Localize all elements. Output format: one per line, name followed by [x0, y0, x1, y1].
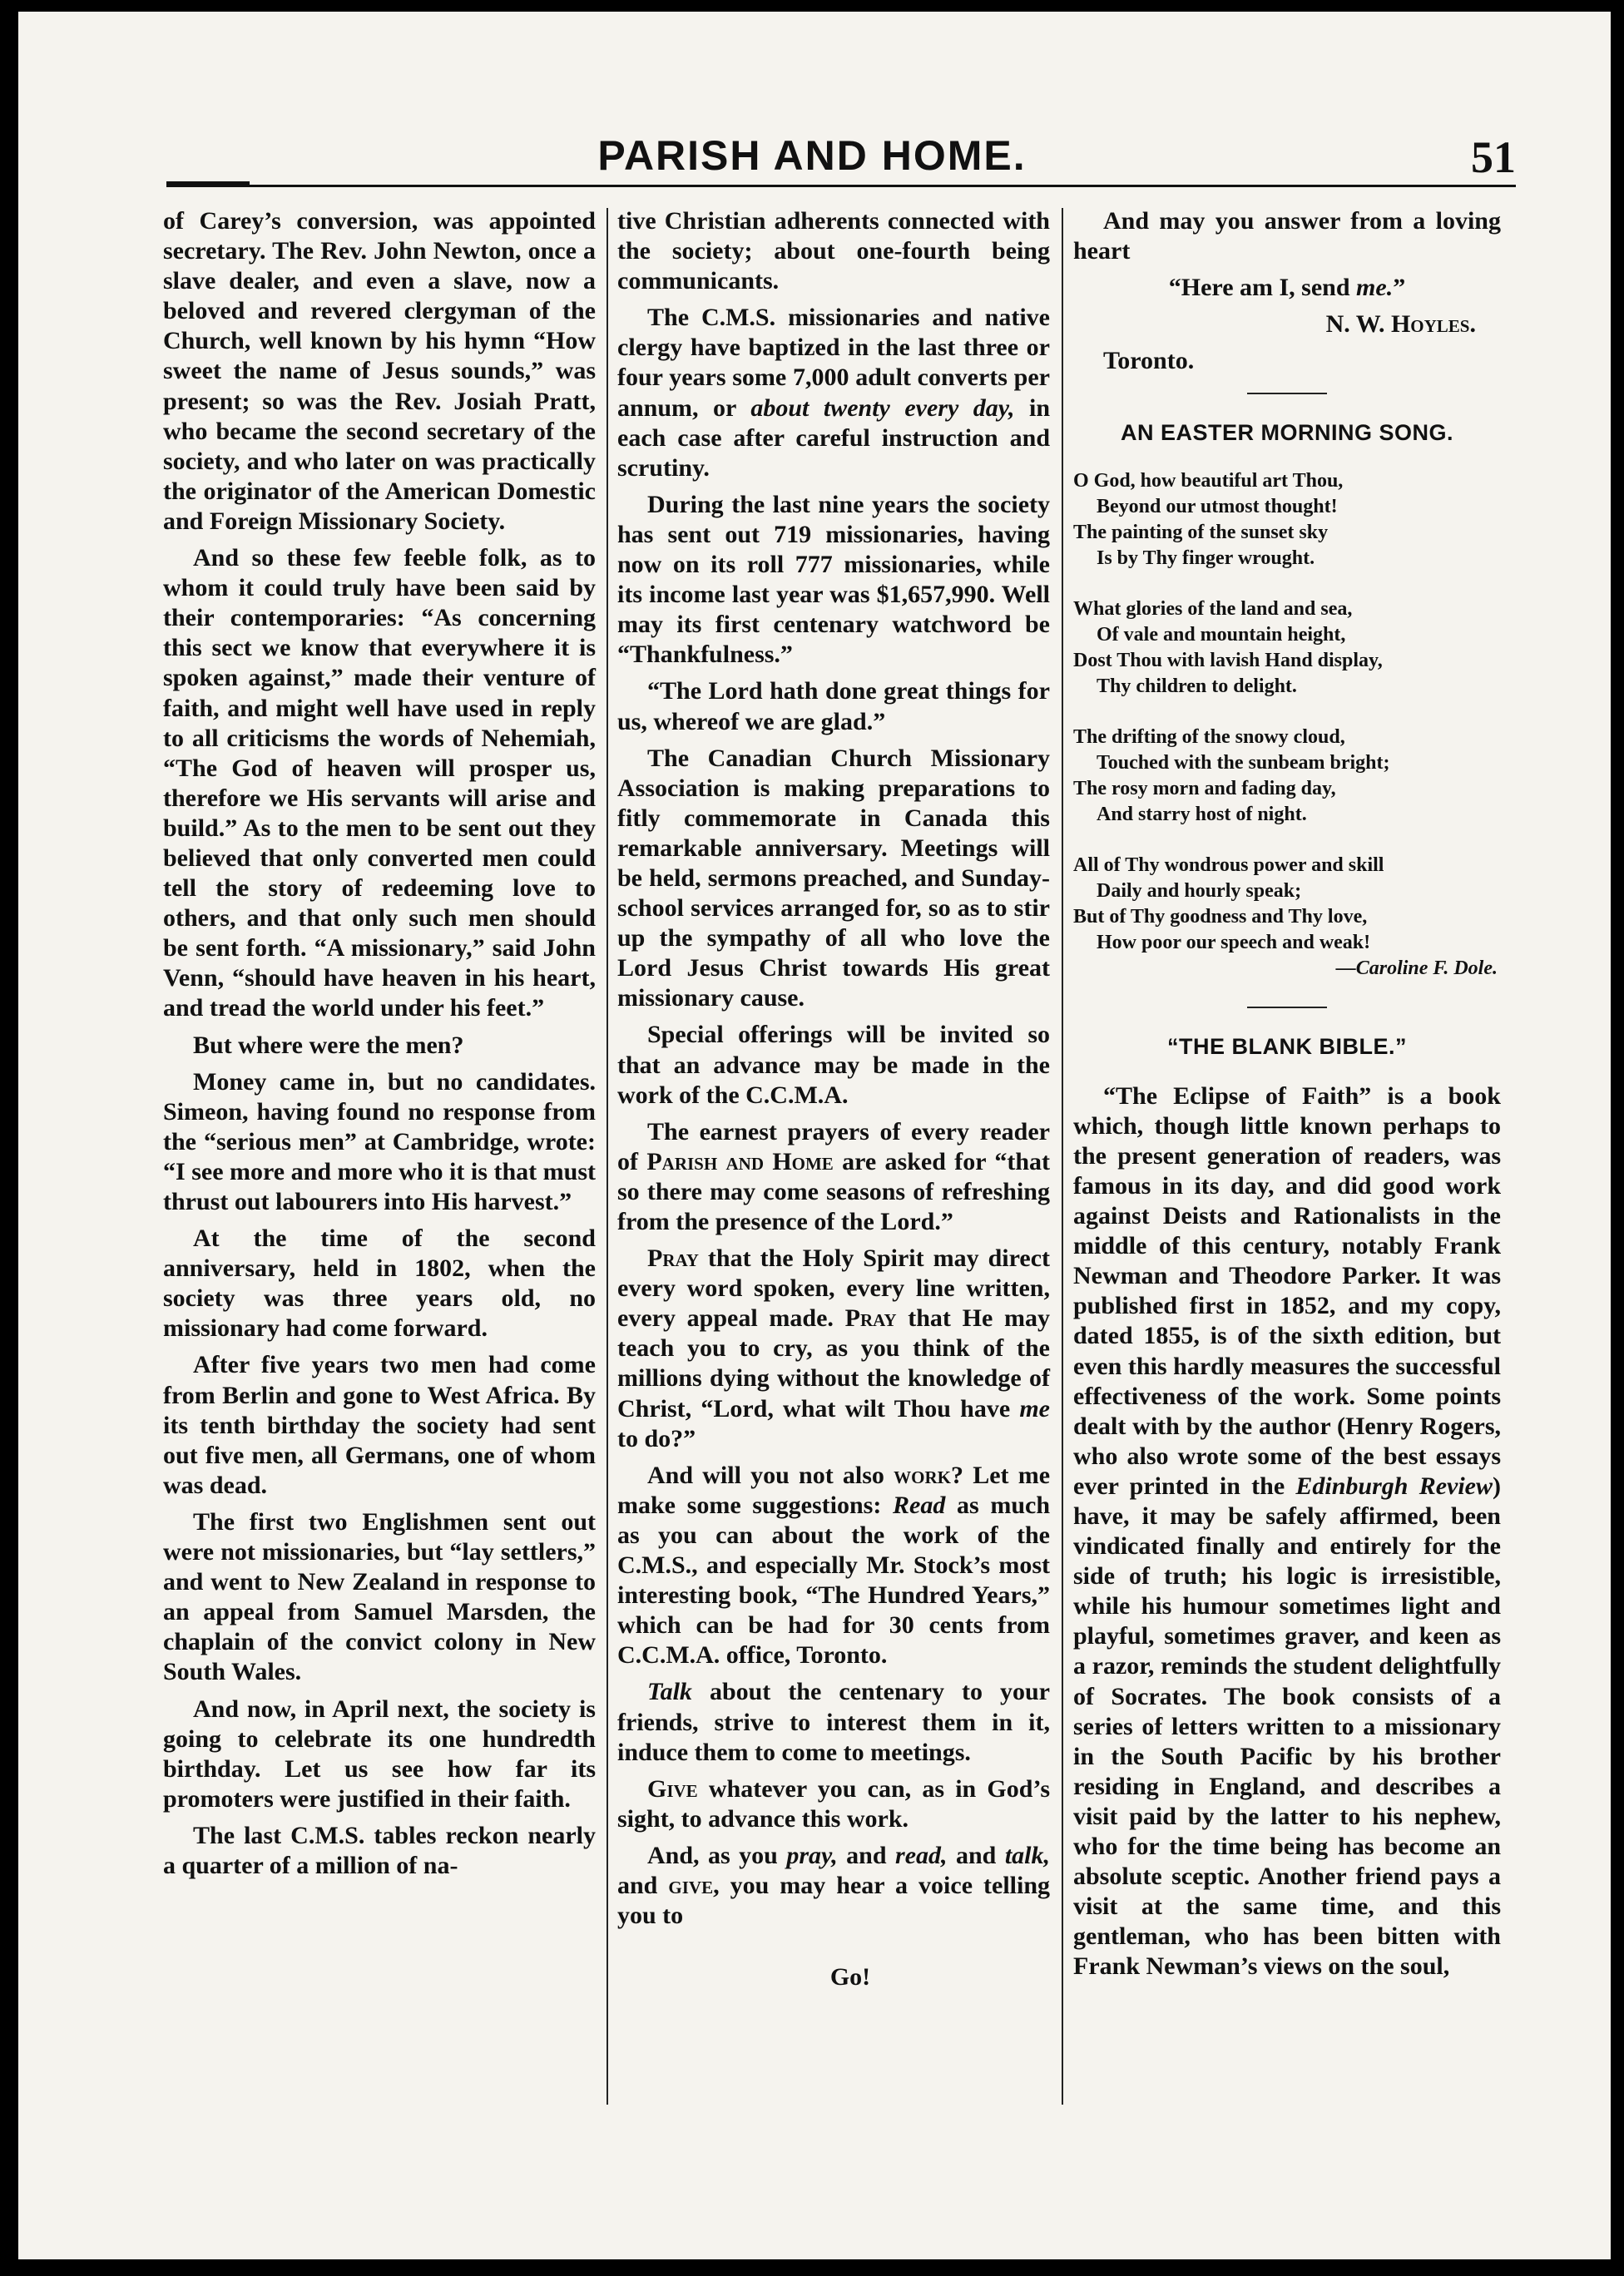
text-run: as much as you can about the work of the C.M.S., and especially Mr. Stock’s most interesting book, “The Hundred Years,” which can be had for 30 cents from C.C.M.A. office, Toronto.: [617, 1491, 1051, 1670]
poem-stanza: [1073, 596, 1501, 700]
small-caps: Pray: [647, 1244, 699, 1273]
poem-author: —Caroline F. Dole.: [1335, 957, 1498, 979]
scan-border-bottom: [0, 2259, 1624, 2276]
poem-line: Dost Thou with lavish Hand display,: [1073, 649, 1383, 671]
quote-line: [1073, 273, 1501, 303]
poem-line: The painting of the sunset sky: [1073, 521, 1329, 543]
emphasis: about twenty every day,: [750, 393, 1015, 422]
scan-border-left: [0, 0, 18, 2276]
paragraph: The last C.M.S. tables reckon nearly a quarter of a million of na-: [163, 1821, 596, 1879]
small-caps: Give: [647, 1774, 698, 1803]
paragraph: [617, 1774, 1050, 1834]
text-run: in each case after careful instruction and scrutiny.: [617, 393, 1051, 482]
poem-title: AN EASTER MORNING SONG.: [1120, 420, 1454, 446]
poem-line: But of Thy goodness and Thy love,: [1073, 905, 1368, 928]
text-run: ) have, it may be safely affirmed, been vindicated finally and entirely for the side of truth; his logic is irresistible, while his humour sometimes light and playful, sometimes graver, and keen as a razor, reminds the student delightfully of Socrates. The book consists of a series of letters written to a missionary in the South Pacific by his brother residing in England, and describes a visit paid by the latter to his nephew, who for the time being has become an absolute sceptic. Another friend pays a visit at the same time, and this gentleman, who has been bitten with Frank Newman’s views on the soul,: [1073, 1472, 1502, 1981]
text-run: And will you not also: [647, 1461, 884, 1489]
text-run: are asked for “that so there may come seasons of refreshing from the presence of the Lord.”: [617, 1147, 1050, 1235]
paragraph: tive Christian adherents connected with the society; about one-fourth being communicants.: [617, 207, 1050, 295]
emphasis: me.: [1356, 274, 1394, 302]
paragraph: And may you answer from a loving heart: [1073, 207, 1501, 265]
paragraph: But where were the men?: [193, 1031, 464, 1059]
paragraph: After five years two men had come from Berlin and gone to West Africa. By its tenth birthday the society had sent out five men, all Germans, one of whom was dead.: [163, 1351, 596, 1499]
text-run: ”: [1393, 274, 1406, 302]
section-rule: [1247, 393, 1327, 394]
poem-line: Thy children to delight.: [1097, 675, 1297, 697]
text-run: and: [846, 1841, 887, 1869]
signature: N. W. Hoyles.: [1325, 310, 1476, 339]
emphasis: me: [1019, 1394, 1050, 1422]
text-run: Let me make some suggestions:: [617, 1461, 1051, 1519]
column-separator: [1062, 208, 1063, 2105]
paragraph: And now, in April next, the society is going to celebrate its one hundredth birthday. Let us see how far its promoters were justified in their faith.: [163, 1695, 596, 1813]
text-run: And, as you: [647, 1841, 778, 1869]
paragraph: [617, 1244, 1050, 1454]
text-run: that the Holy Spirit may direct every word spoken, every line written, every appeal made.: [617, 1244, 1051, 1333]
paragraph: The first two Englishmen sent out were not missionaries, but “lay settlers,” and went to New Zealand in response to an appeal from Samuel Marsden, the chaplain of the convict colony in New South Wales.: [163, 1507, 596, 1686]
paragraph: “The Lord hath done great things for us, whereof we are glad.”: [617, 677, 1050, 735]
paragraph: The Canadian Church Missionary Association is making preparations to fitly commemorate in Canada this remarkable anniversary. Meetings will be held, sermons preached, and Sunday-school services arranged for, so as to stir up the sympathy of all who love the Lord Jesus Christ towards His great missionary cause.: [617, 744, 1050, 1012]
small-caps: Pray: [844, 1304, 897, 1333]
scan-border-top: [0, 0, 1624, 12]
text-run: you may hear a voice telling you to: [617, 1871, 1051, 1930]
small-caps: give,: [668, 1871, 720, 1899]
poem-line: O God, how beautiful art Thou,: [1073, 469, 1344, 492]
paragraph: [617, 1677, 1050, 1767]
text-run: “The Eclipse of Faith” is a book which, though little known perhaps to the present generation of readers, was famous in its day, and did good work against Deists and Rationalists in the middle of this century, notably Frank Newman and Theodore Parker. It was published first in 1852, and my copy, dated 1855, is of the sixth edition, but even this hardly measures the successful effectiveness of the work. Some points dealt with by the author (Henry Rogers, who also wrote some of the best essays ever printed in the: [1073, 1081, 1501, 1500]
column-3: [1073, 206, 1501, 1988]
paragraph: [617, 1117, 1050, 1237]
poem-line: And starry host of night.: [1097, 803, 1307, 825]
text-run: and: [617, 1871, 658, 1899]
poem-line: Touched with the sunbeam bright;: [1097, 751, 1390, 774]
poem-line: How poor our speech and weak!: [1097, 931, 1371, 953]
text-run: The earnest prayers of every reader of: [617, 1117, 1050, 1175]
poem-stanza: [1073, 468, 1501, 571]
poem-line: The drifting of the snowy cloud,: [1073, 725, 1345, 748]
scan-border-right: [1611, 0, 1624, 2276]
text-run: The C.M.S. missionaries and native clergy have baptized in the last three or four years some 7,000 adult converts per annum, or: [617, 304, 1050, 422]
poem-line: Beyond our utmost thought!: [1097, 495, 1338, 517]
poem-stanza: [1073, 853, 1501, 982]
paragraph: of Carey’s conversion, was appointed secretary. The Rev. John Newton, once a slave dealer, and even a slave, now a beloved and revered clergyman of the Church, well known by his hymn “How sweet the name of Jesus sounds,” was present; so was the Rev. Josiah Pratt, who became the second secretary of the society, and who later on was practically the originator of the American Domestic and Foreign Missionary Society.: [163, 207, 596, 535]
emphasis: Edinburgh Review: [1295, 1472, 1493, 1500]
emphasis: Read: [893, 1491, 946, 1519]
poem-line: Of vale and mountain height,: [1097, 623, 1346, 646]
text-run: whatever you can, as in God’s sight, to advance this work.: [617, 1774, 1050, 1833]
emphasis: pray,: [786, 1841, 838, 1869]
poem-line: Daily and hourly speak;: [1097, 879, 1302, 902]
text-run: to do?”: [617, 1424, 696, 1452]
paragraph: [617, 1461, 1050, 1671]
text-run: that He may teach you to cry, as you think of the millions dying without the knowledge of Christ, “Lord, what wilt Thou have: [617, 1304, 1050, 1422]
poem-line: All of Thy wondrous power and skill: [1073, 854, 1384, 876]
poem-line: The rosy morn and fading day,: [1073, 777, 1336, 799]
emphasis: talk,: [1004, 1841, 1050, 1869]
paragraph: [1073, 1081, 1501, 1982]
paragraph: Money came in, but no candidates. Simeon, having found no response from the “serious men” at Cambridge, wrote: “I see more and more who it is that must thrust out labourers into His harvest.”: [163, 1067, 596, 1215]
header-rule: [166, 185, 1516, 187]
paragraph: [617, 1841, 1050, 1931]
closing-line: Go!: [829, 1963, 871, 1992]
text-run: and: [955, 1841, 997, 1869]
running-head: [0, 125, 1624, 183]
paragraph: Special offerings will be invited so that an advance may be made in the work of the C.C.M.A.: [617, 1021, 1050, 1109]
column-separator: [607, 208, 608, 2105]
emphasis: Talk: [647, 1678, 692, 1706]
place: Toronto.: [1103, 347, 1195, 375]
poem-stanza: [1073, 725, 1501, 828]
small-caps: Parish and Home: [646, 1147, 834, 1175]
poem-line: Is by Thy finger wrought.: [1097, 547, 1315, 569]
small-caps: work?: [894, 1461, 963, 1489]
paragraph: [617, 303, 1050, 483]
column-2: [617, 206, 1050, 1999]
article-title: “THE BLANK BIBLE.”: [1167, 1033, 1407, 1059]
paragraph: During the last nine years the society has sent out 719 missionaries, having now on its roll 777 missionaries, while its income last year was $1,657,990. Well may its first centenary watchword be “Thankfulness.”: [617, 490, 1050, 669]
column-1: [163, 206, 596, 1888]
poem-line: What glories of the land and sea,: [1073, 597, 1353, 620]
running-title: PARISH AND HOME.: [597, 132, 1027, 179]
paragraph: At the time of the second anniversary, held in 1802, when the society was three years old, no missionary had come forward.: [163, 1225, 596, 1343]
page-number: 51: [1471, 132, 1516, 182]
emphasis: read,: [895, 1841, 948, 1869]
text-run: “Here am I, send: [1168, 274, 1350, 302]
section-rule: [1247, 1007, 1327, 1008]
paragraph: And so these few feeble folk, as to whom it could truly have been said by their contemporaries: “As concerning this sect we know that everywhere it is spoken against,” made their venture of faith, and might well have used in reply to all criticisms the words of Nehemiah, “The God of heaven will prosper us, therefore we His servants will arise and build.” As to the men to be sent out they believed that only converted men could tell the story of redeeming love to others, and that only such men should be sent forth. “A missionary,” said John Venn, “should have heaven in his heart, and tread the world under his feet.”: [163, 544, 596, 1022]
text-run: about the centenary to your friends, strive to interest them in it, induce them to come to meetings.: [617, 1678, 1050, 1766]
